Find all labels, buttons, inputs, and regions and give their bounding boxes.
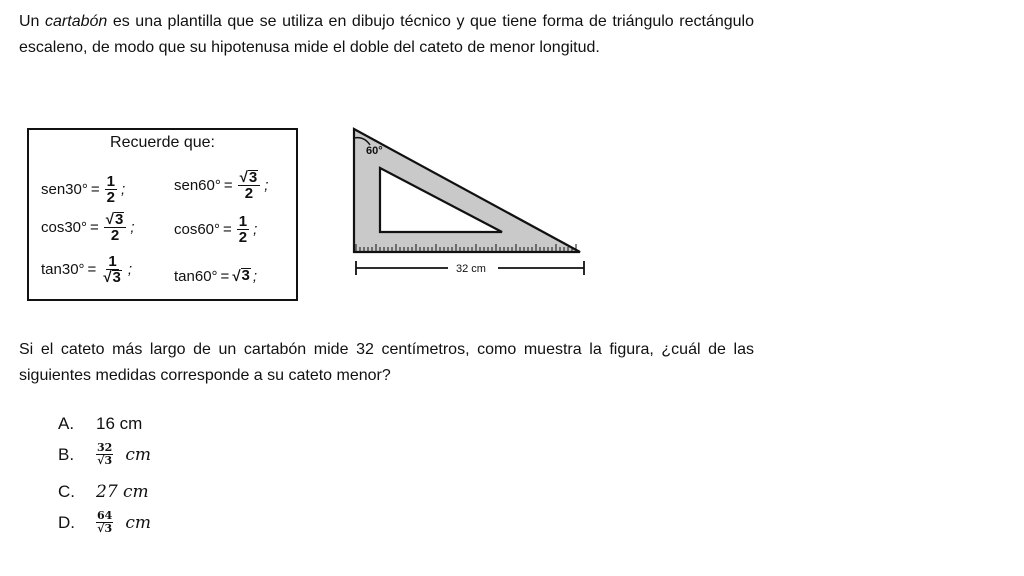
root-tan60: √ 3 <box>232 267 250 285</box>
fn-sin60: sen60° <box>174 177 221 194</box>
option-c-letter: C. <box>58 482 75 501</box>
angle-label: 60° <box>366 145 383 157</box>
option-a-text: 16 cm <box>96 414 143 433</box>
intro-lead: Un <box>19 13 46 30</box>
fn-cos30: cos30° <box>41 219 88 236</box>
fn-tan30: tan30° <box>41 261 85 278</box>
formula-sin60: sen60° = √ 3 2 ; <box>174 169 269 202</box>
intro-paragraph <box>19 9 754 61</box>
intro-rest: es una plantilla que se utiliza en dibujo técnico y que tiene forma de triángulo rectángulo escaleno, de modo que su hipotenusa mide el doble del cateto de menor longitud. <box>19 13 754 56</box>
reminder-title: Recuerde que: <box>110 134 215 151</box>
frac-sin30: $\frac{1}{2}$ <box>106 173 115 206</box>
option-a[interactable] <box>58 414 142 434</box>
frac-tan30: 1 √ 3 <box>103 253 121 286</box>
option-b-letter: B. <box>58 444 75 464</box>
cartabon-figure <box>352 126 592 282</box>
option-d[interactable] <box>58 510 151 535</box>
formula-cos30: cos30° = √ 3 2 ; <box>41 211 135 244</box>
option-b[interactable] <box>58 442 151 467</box>
option-b-fraction: $\frac{32}{√3}$ <box>97 441 113 467</box>
option-a-letter: A. <box>58 414 75 433</box>
option-c-text: 27 cm <box>96 482 149 502</box>
option-d-letter: D. <box>58 512 75 532</box>
formula-tan60: tan60° = √ 3 ; <box>174 267 258 285</box>
formula-tan30: tan30° = 1 √ 3 ; <box>41 253 133 286</box>
formula-cos60: cos60° = $\frac{1}{2}$ ; <box>174 213 258 246</box>
frac-sin60: √ 3 2 <box>238 170 261 201</box>
formula-sin30: sen30° = $\frac{1}{2}$ ; <box>41 173 126 206</box>
frac-cos30: √ 3 2 <box>104 212 127 243</box>
fn-sin30: sen30° <box>41 181 88 198</box>
question-text: Si el cateto más largo de un cartabón mide 32 centímetros, como muestra la figura, ¿cuál de las siguientes medidas corresponde a su cateto menor? <box>19 341 754 384</box>
option-b-unit: cm <box>125 444 151 465</box>
option-c[interactable] <box>58 482 149 502</box>
intro-term: cartabón <box>45 13 108 30</box>
reminder-box <box>27 128 298 301</box>
option-d-fraction: $\frac{64}{√3}$ <box>97 509 113 535</box>
fn-tan60: tan60° <box>174 268 218 285</box>
frac-cos60: $\frac{1}{2}$ <box>238 213 248 246</box>
length-label: 32 cm <box>456 263 486 275</box>
fn-cos60: cos60° <box>174 221 221 238</box>
option-d-unit: cm <box>125 512 151 533</box>
